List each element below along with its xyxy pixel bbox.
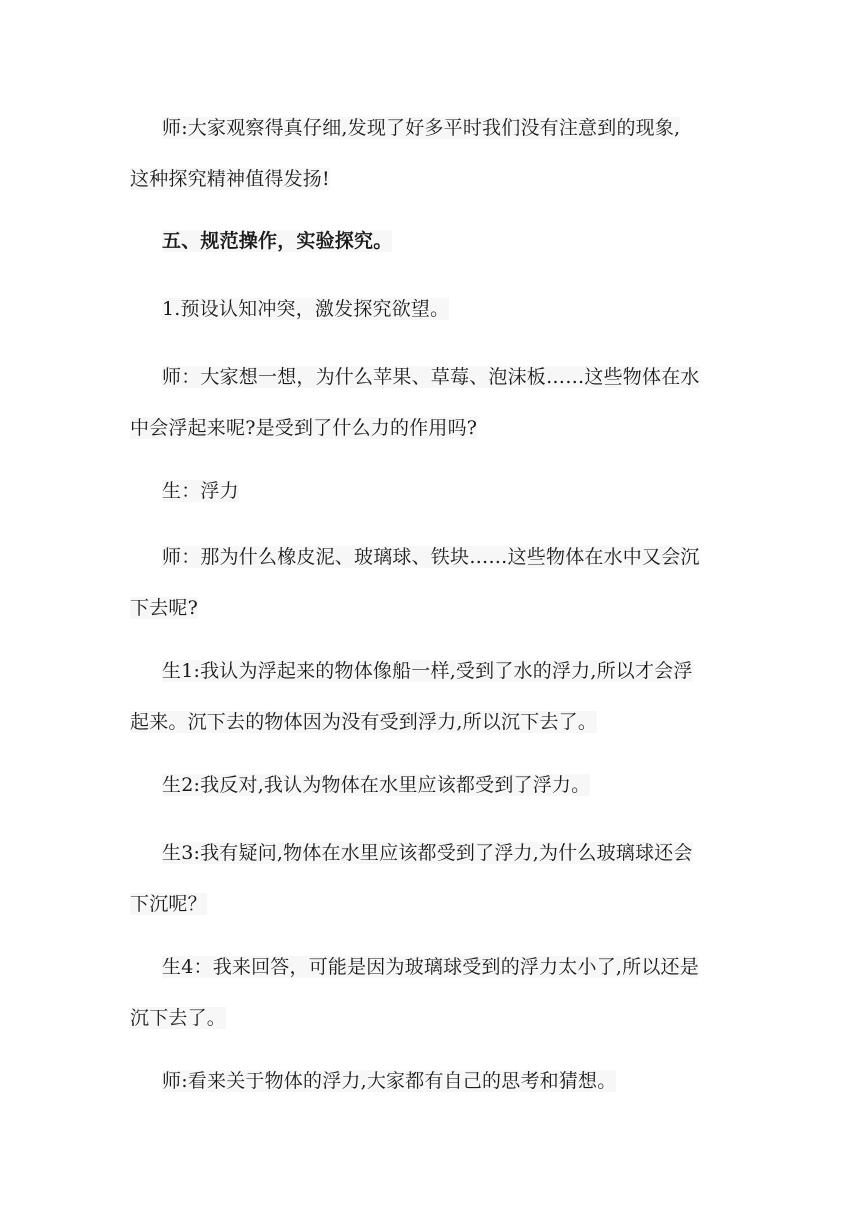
- paragraph-teacher-followup: [130, 532, 732, 634]
- paragraph-student-4: [130, 942, 732, 1044]
- paragraph-line: 起来。沉下去的物体因为没有受到浮力,所以沉下去了。: [130, 711, 598, 733]
- paragraph-line: 生2:我反对,我认为物体在水里应该都受到了浮力。: [162, 774, 591, 796]
- paragraph-line: 下去呢?: [130, 597, 198, 619]
- paragraph-line: 师:大家观察得真仔细,发现了好多平时我们没有注意到的现象,: [162, 117, 681, 139]
- paragraph-line: 师：那为什么橡皮泥、玻璃球、铁块……这些物体在水中又会沉: [162, 546, 700, 568]
- paragraph-teacher-praise: [130, 103, 732, 205]
- paragraph-line: 中会浮起来呢?是受到了什么力的作用吗?: [130, 417, 478, 439]
- paragraph-line: 下沉呢？: [130, 893, 207, 915]
- paragraph-teacher-question: [130, 352, 732, 454]
- paragraph-student-3: [130, 828, 732, 930]
- paragraph-line: 这种探究精神值得发扬!: [130, 168, 330, 190]
- paragraph-line: 生：浮力: [162, 480, 239, 502]
- paragraph-line: 沉下去了。: [130, 1007, 227, 1029]
- paragraph-line: 1.预设认知冲突，激发探究欲望。: [162, 298, 450, 320]
- paragraph-line: 生3:我有疑问,物体在水里应该都受到了浮力,为什么玻璃球还会: [162, 842, 693, 864]
- paragraph-line: 师：大家想一想，为什么苹果、草莓、泡沫板……这些物体在水: [162, 366, 700, 388]
- section-heading: [130, 216, 732, 267]
- paragraph-student-answer: [130, 466, 732, 517]
- paragraph-student-2: [130, 760, 732, 811]
- paragraph-student-1: [130, 646, 732, 748]
- paragraph-line: 五、规范操作，实验探究。: [162, 230, 393, 252]
- paragraph-line: 师:看来关于物体的浮力,大家都有自己的思考和猜想。: [162, 1070, 617, 1092]
- paragraph-line: 生1:我认为浮起来的物体像船一样,受到了水的浮力,所以才会浮: [162, 660, 693, 682]
- paragraph-teacher-summary: [130, 1056, 732, 1107]
- paragraph-line: 生4：我来回答，可能是因为玻璃球受到的浮力太小了,所以还是: [162, 956, 699, 978]
- subsection-heading: [130, 284, 732, 335]
